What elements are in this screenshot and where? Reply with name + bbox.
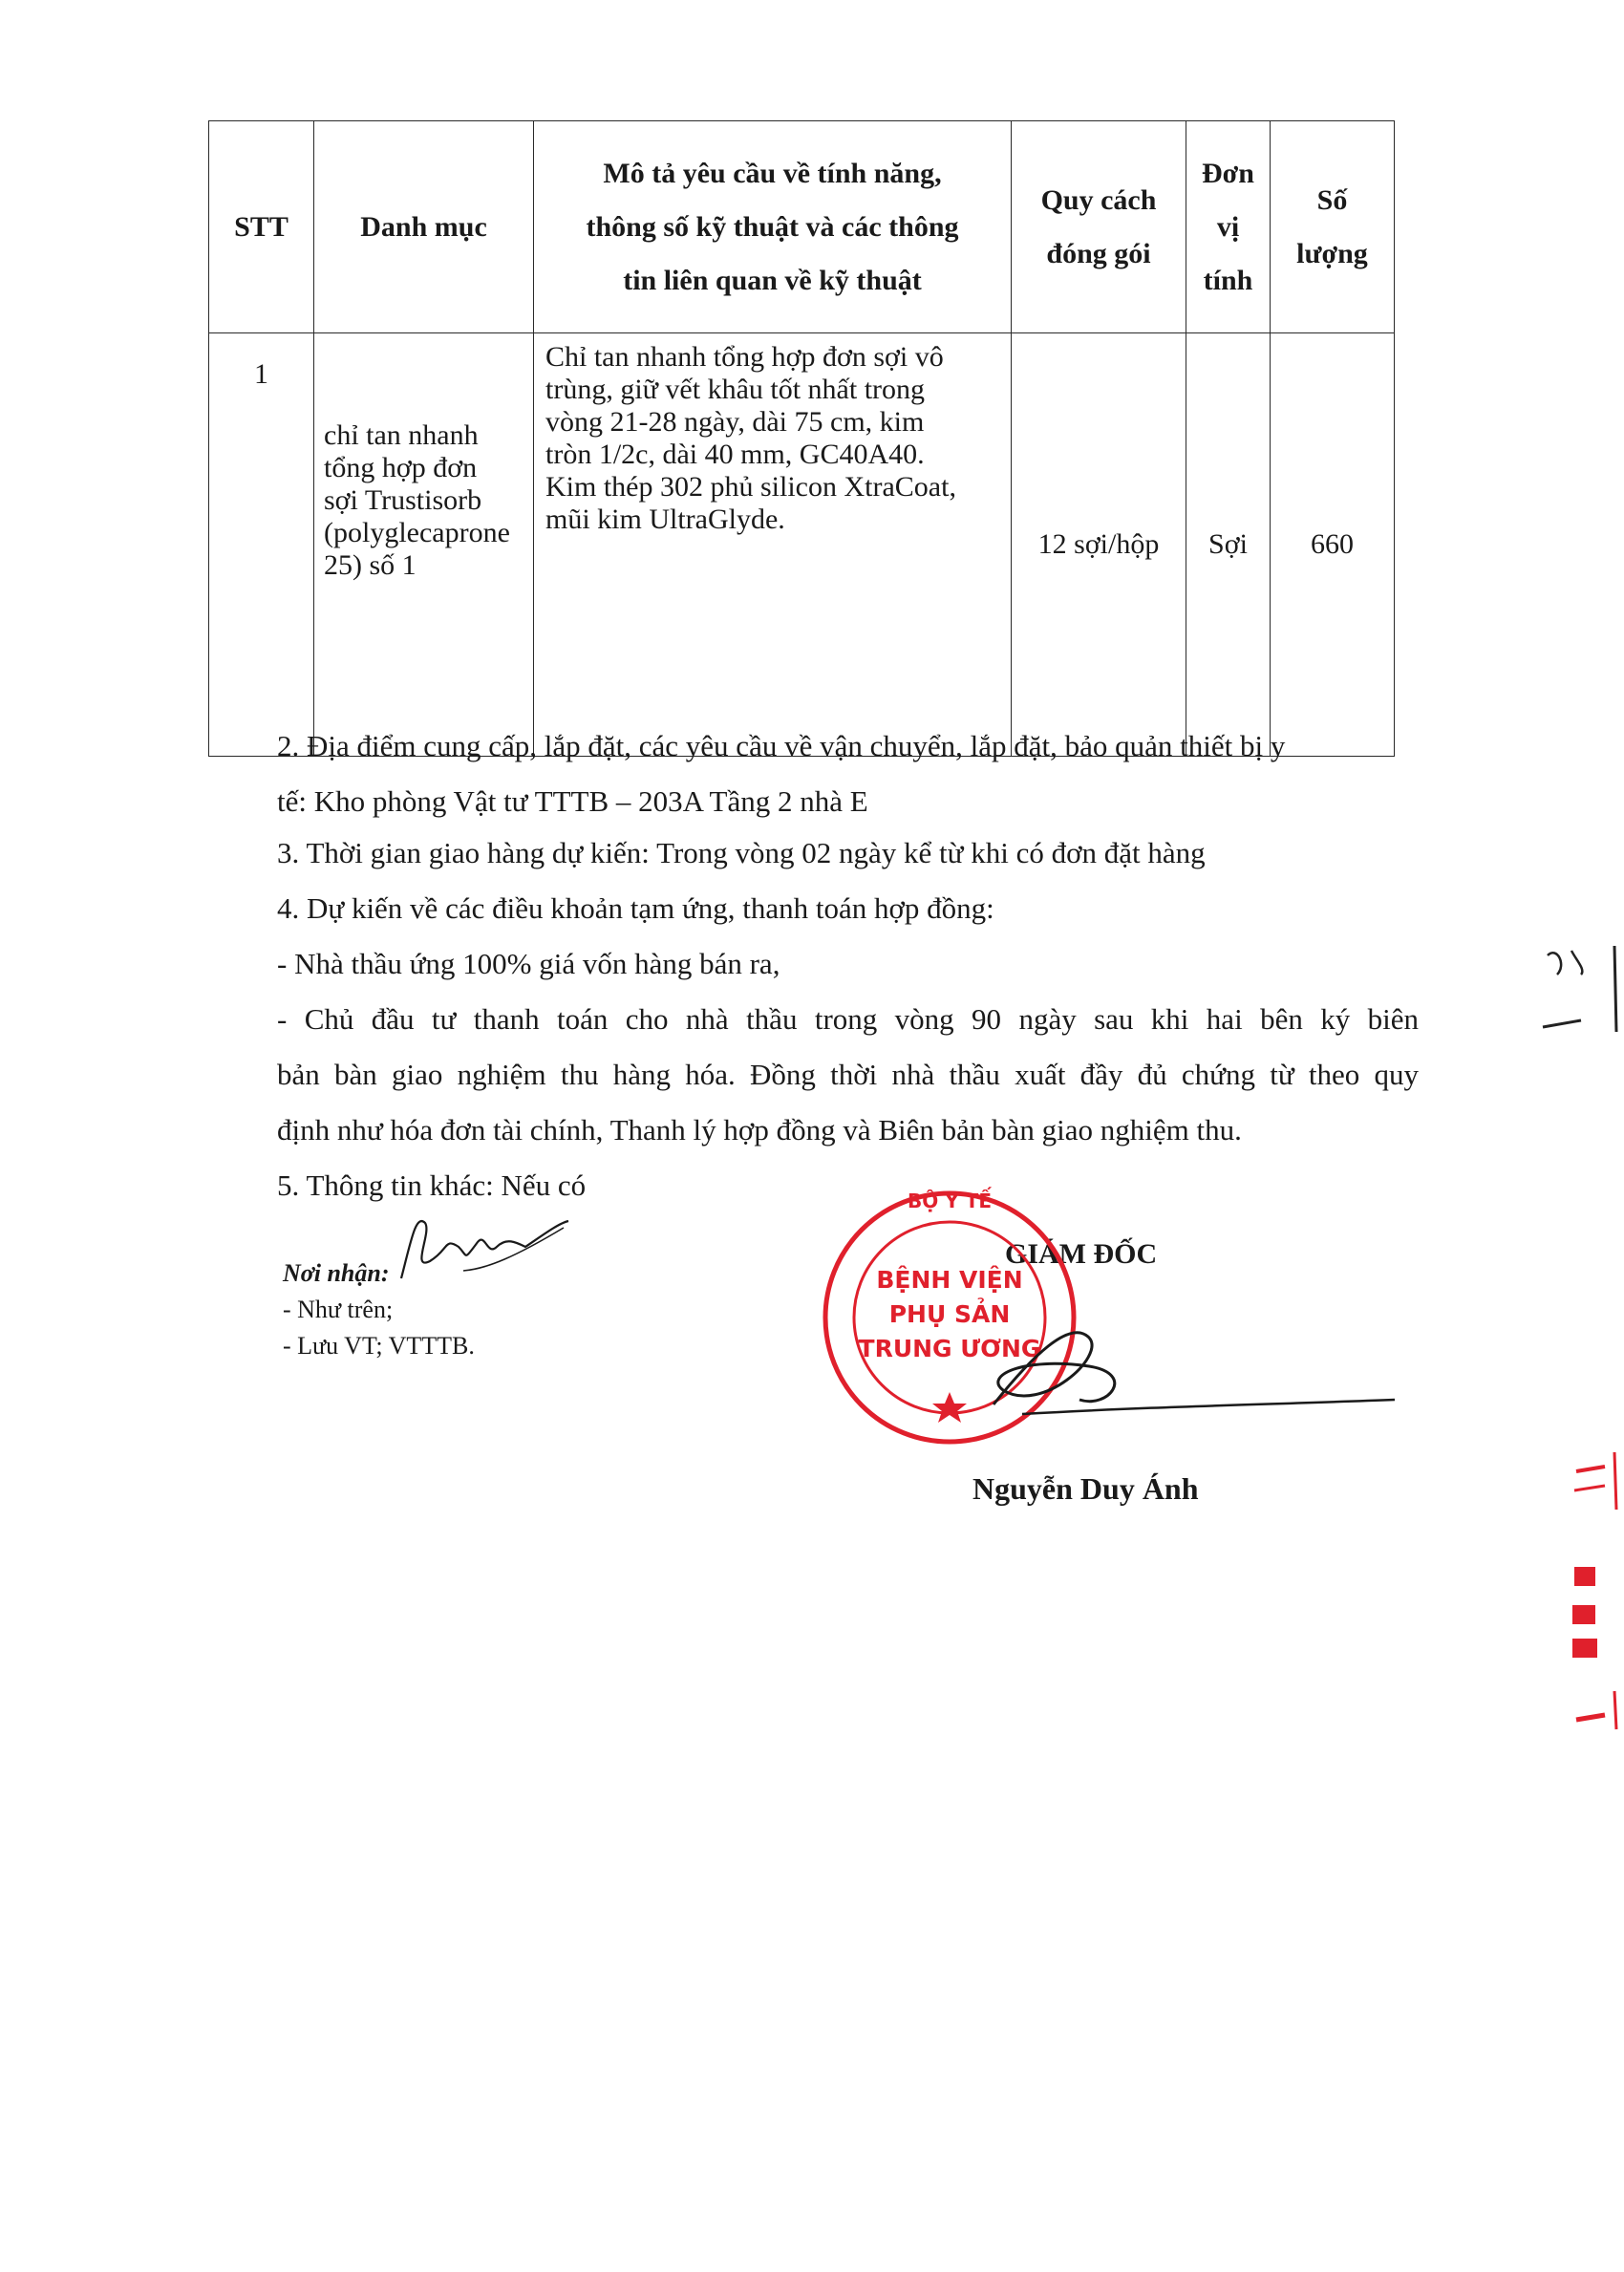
section-5: 5. Thông tin khác: Nếu có — [277, 1168, 587, 1202]
table-row — [209, 333, 1395, 757]
cell-mo-ta: Chỉ tan nhanh tổng hợp đơn sợi vô trùng, giữ vết khâu tốt nhất trong vòng 21-28 ngày, dài 75 cm, kim tròn 1/2c, dài 40 mm, GC40A40. Kim thép 302 phủ silicon XtraCoat, mũi kim UltraGlyde. — [534, 333, 1012, 757]
cell-so-luong: 660 — [1271, 333, 1395, 757]
director-signature — [965, 1299, 1404, 1433]
recipient-item: - Lưu VT; VTTTB. — [283, 1332, 475, 1360]
cell-don-vi: Sợi — [1186, 333, 1271, 757]
signature-name: Nguyễn Duy Ánh — [972, 1471, 1199, 1506]
spec-table — [208, 120, 1395, 757]
header-quy-cach: Quy cách đóng gói — [1012, 121, 1186, 333]
scan-edge-marks — [1528, 936, 1624, 1834]
header-danh-muc: Danh mục — [314, 121, 534, 333]
header-so-luong: Số lượng — [1271, 121, 1395, 333]
header-stt: STT — [209, 121, 314, 333]
hospital-stamp: BỘ Y TẾ BỆNH VIỆN PHỤ SẢN TRUNG ƯƠNG — [820, 1188, 1079, 1447]
section-4-item-2: - Chủ đầu tư thanh toán cho nhà thầu trong vòng 90 ngày sau khi hai bên ký biên bản bàn giao nghiệm thu hàng hóa. Đồng thời nhà thầu xuất đầy đủ chứng từ theo quy định như hóa đơn tài chính, Thanh lý hợp đồng và Biên bản bàn giao nghiệm thu. — [277, 1002, 1419, 1147]
recipients-label: Nơi nhận: — [283, 1259, 390, 1287]
cell-quy-cach: 12 sợi/hộp — [1012, 333, 1186, 757]
section-3: 3. Thời gian giao hàng dự kiến: Trong vòng 02 ngày kể từ khi có đơn đặt hàng — [277, 836, 1206, 869]
cell-stt: 1 — [209, 333, 314, 757]
header-don-vi: Đơn vị tính — [1186, 121, 1271, 333]
recipient-item: - Như trên; — [283, 1296, 394, 1323]
section-4: 4. Dự kiến về các điều khoản tạm ứng, thanh toán hợp đồng: — [277, 891, 994, 925]
section-4-item-1: - Nhà thầu ứng 100% giá vốn hàng bán ra, — [277, 947, 780, 980]
stamp-ring-text: BỘ Y TẾ — [908, 1190, 992, 1212]
signature-title: GIÁM ĐỐC — [1005, 1238, 1158, 1270]
header-mo-ta: Mô tả yêu cầu về tính năng, thông số kỹ thuật và các thông tin liên quan về kỹ thuật — [534, 121, 1012, 333]
initial-signature — [373, 1204, 583, 1299]
section-2: 2. Địa điểm cung cấp, lắp đặt, các yêu cầu về vận chuyển, lắp đặt, bảo quản thiết bị y tế: Kho phòng Vật tư TTTB – 203A Tầng 2 nhà E — [277, 729, 1286, 818]
table-header-row — [209, 121, 1395, 333]
cell-danh-muc: chỉ tan nhanh tổng hợp đơn sợi Trustisorb (polyglecaprone 25) số 1 — [314, 333, 534, 757]
